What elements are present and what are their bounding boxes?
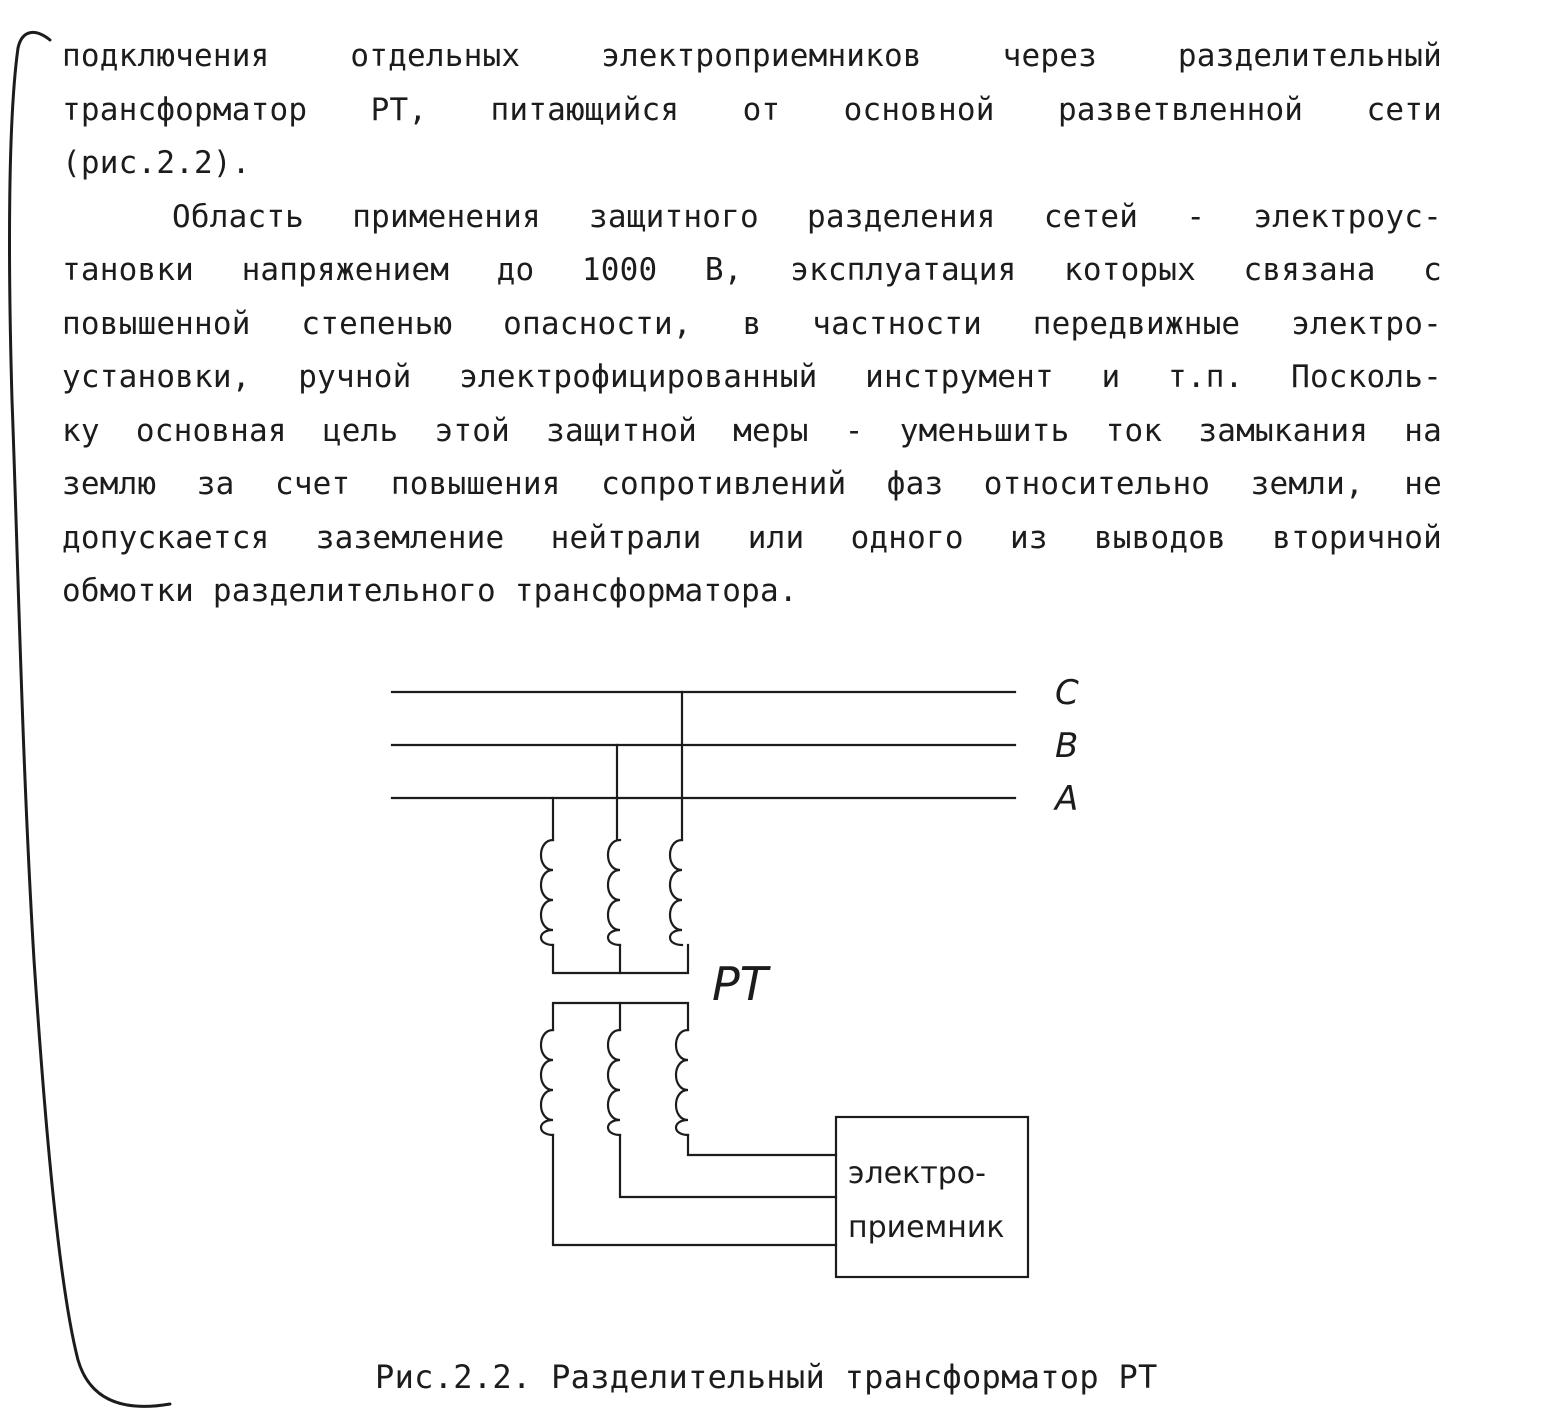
phase-label-a: A bbox=[1055, 779, 1079, 819]
phase-label-b: B bbox=[1055, 726, 1079, 766]
transformer-label: PT bbox=[712, 957, 768, 1011]
output-lead-a bbox=[553, 1135, 836, 1245]
load-box bbox=[836, 1117, 1028, 1277]
text-line: Область применения защитного разделения сетей - электроус- bbox=[172, 198, 1442, 235]
text-line: землю за счет повышения сопротивлений фаз относительно земли, не bbox=[62, 466, 1442, 502]
figure-caption: Рис.2.2. Разделительный трансформатор РТ bbox=[375, 1358, 1158, 1396]
text-line: допускается заземление нейтрали или одного из выводов вторичной bbox=[62, 519, 1442, 556]
secondary-winding-b bbox=[608, 1030, 620, 1135]
load-label-line2: приемник bbox=[848, 1210, 1005, 1245]
primary-winding-c bbox=[670, 840, 682, 945]
text-line: трансформатор РТ, питающийся от основной разветвленной сети bbox=[62, 91, 1442, 128]
output-lead-c bbox=[688, 1135, 836, 1155]
text-line: ку основная цель этой защитной меры - уменьшить ток замыкания на bbox=[62, 412, 1442, 449]
text-line: тановки напряжением до 1000 В, эксплуатация которых связана с bbox=[62, 252, 1442, 288]
load-label-line1: электро- bbox=[848, 1156, 986, 1191]
phase-label-c: C bbox=[1055, 673, 1079, 713]
primary-winding-a bbox=[541, 840, 553, 945]
text-line: подключения отдельных электроприемников через разделительный bbox=[62, 38, 1442, 74]
text-line: повышенной степенью опасности, в частности передвижные электро- bbox=[62, 305, 1442, 342]
secondary-winding-c bbox=[676, 1030, 688, 1135]
text-line: установки, ручной электрофицированный инструмент и т.п. Посколь- bbox=[62, 359, 1442, 395]
primary-winding-b bbox=[608, 840, 620, 945]
secondary-winding-a bbox=[541, 1030, 553, 1135]
output-lead-b bbox=[620, 1135, 836, 1197]
text-line: (рис.2.2). bbox=[62, 145, 251, 181]
text-line: обмотки разделительного трансформатора. bbox=[62, 573, 798, 609]
